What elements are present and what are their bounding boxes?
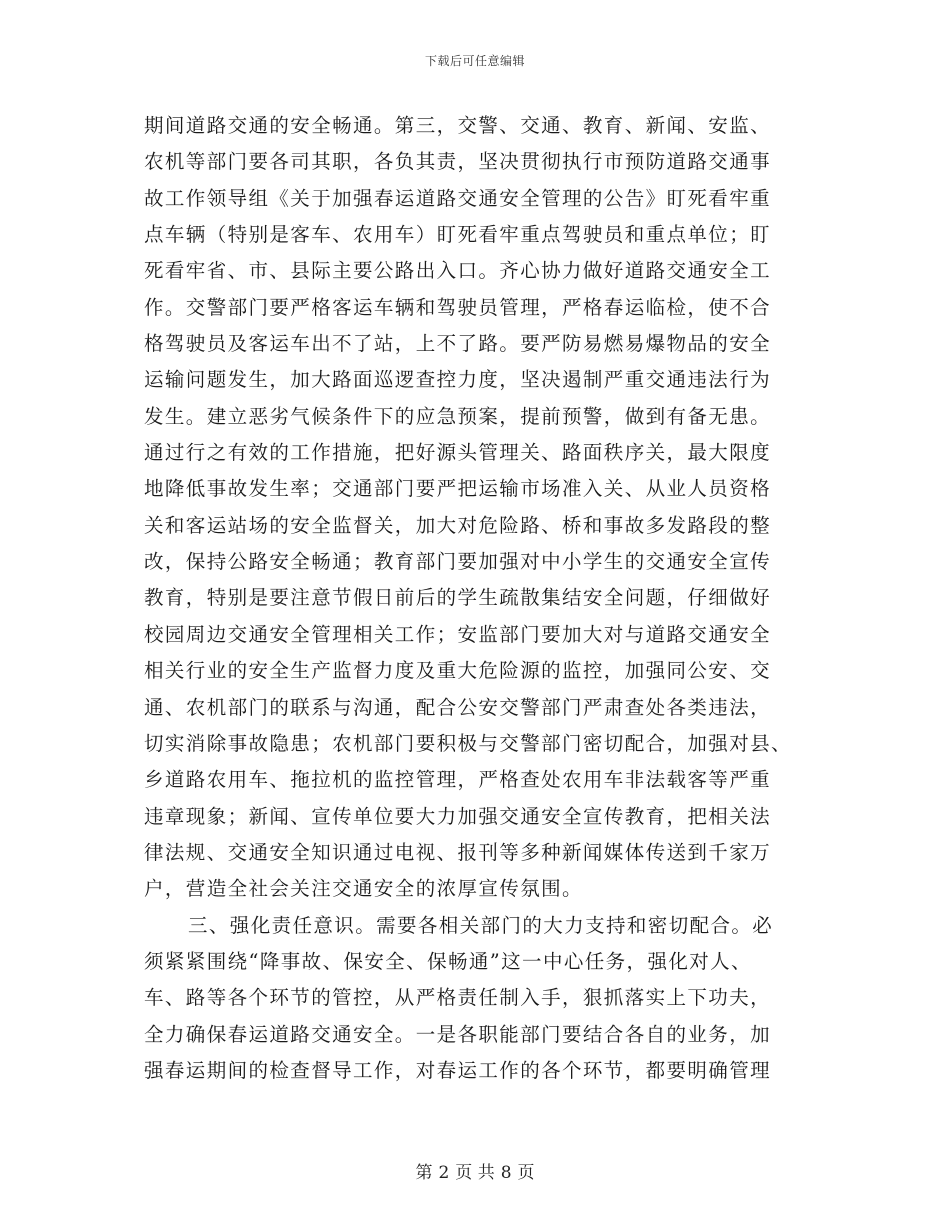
text-line: 校园周边交通安全管理相关工作；安监部门要加大对与道路交通安全 [144, 622, 772, 646]
text-line: 关和客运站场的安全监督关，加大对危险路、桥和事故多发路段的整 [144, 513, 772, 537]
footer-prefix: 第 [415, 1163, 433, 1183]
text-line: 律法规、交通安全知识通过电视、报刊等多种新闻媒体传送到千家万 [144, 840, 772, 864]
page-footer [0, 1158, 950, 1183]
text-line: 户，营造全社会关注交通安全的浓厚宣传氛围。 [144, 877, 583, 901]
footer-suffix: 页 [517, 1163, 535, 1183]
text-line: 教育，特别是要注意节假日前后的学生疏散集结安全问题，仔细做好 [144, 586, 772, 610]
text-line: 格驾驶员及客运车出不了站，上不了路。要严防易燃易爆物品的安全 [144, 332, 772, 356]
page-header: 下载后可任意编辑 [424, 54, 525, 68]
text-line: 死看牢省、市、县际主要公路出入口。齐心协力做好道路交通安全工 [144, 259, 772, 283]
text-line: 乡道路农用车、拖拉机的监控管理，严格查处农用车非法载客等严重 [144, 768, 772, 792]
text-line: 违章现象；新闻、宣传单位要大力加强交通安全宣传教育，把相关法 [144, 804, 772, 828]
text-line: 强春运期间的检查督导工作，对春运工作的各个环节，都要明确管理 [144, 1058, 772, 1082]
current-page-number: 2 [438, 1163, 450, 1183]
total-page-count: 8 [500, 1163, 512, 1183]
text-line: 地降低事故发生率；交通部门要严把运输市场准入关、从业人员资格 [144, 477, 772, 501]
document-body [144, 108, 824, 1089]
footer-middle: 页 共 [455, 1163, 495, 1183]
text-line: 通过行之有效的工作措施，把好源头管理关、路面秩序关，最大限度 [144, 441, 772, 465]
text-line: 农机等部门要各司其职，各负其责，坚决贯彻执行市预防道路交通事 [144, 150, 772, 174]
text-line: 切实消除事故隐患；农机部门要积极与交警部门密切配合，加强对县、 [144, 731, 792, 755]
text-line: 全力确保春运道路交通安全。一是各职能部门要结合各自的业务，加 [144, 1022, 772, 1046]
text-line: 相关行业的安全生产监督力度及重大危险源的监控，加强同公安、交 [144, 659, 772, 683]
text-line: 车、路等各个环节的管控，从严格责任制入手，狠抓落实上下功夫， [144, 986, 772, 1010]
text-line: 作。交警部门要严格客运车辆和驾驶员管理，严格春运临检，使不合 [144, 295, 772, 319]
text-line: 运输问题发生，加大路面巡逻查控力度，坚决遏制严重交通违法行为 [144, 368, 772, 392]
text-line: 点车辆（特别是客车、农用车）盯死看牢重点驾驶员和重点单位；盯 [144, 223, 772, 247]
text-line: 故工作领导组《关于加强春运道路交通安全管理的公告》盯死看牢重 [144, 186, 772, 210]
paragraph-start-line: 三、强化责任意识。需要各相关部门的大力支持和密切配合。必 [188, 913, 774, 937]
text-line: 改，保持公路安全畅通；教育部门要加强对中小学生的交通安全宣传 [144, 550, 772, 574]
text-line: 发生。建立恶劣气候条件下的应急预案，提前预警，做到有备无患。 [144, 404, 772, 428]
text-line: 期间道路交通的安全畅通。第三，交警、交通、教育、新闻、安监、 [144, 114, 772, 137]
text-line: 须紧紧围绕“降事故、保安全、保畅通”这一中心任务，强化对人、 [144, 949, 752, 973]
text-line: 通、农机部门的联系与沟通，配合公安交警部门严肃查处各类违法， [144, 695, 772, 719]
